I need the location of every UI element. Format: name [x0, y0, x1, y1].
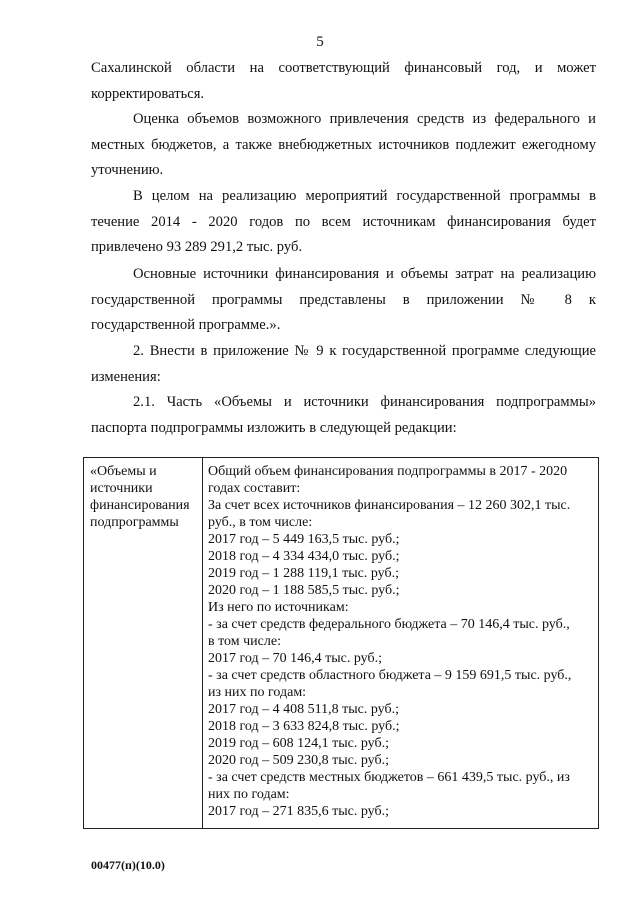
- table-right-line: Общий объем финансирования подпрограммы в 2017 - 2020: [208, 464, 568, 479]
- table-right-line: - за счет средств местных бюджетов – 661 439,5 тыс. руб., из: [208, 770, 570, 785]
- financing-table: [83, 457, 599, 829]
- table-right-line: 2018 год – 4 334 434,0 тыс. руб.;: [208, 549, 400, 564]
- page-number: 5: [316, 34, 324, 50]
- document-code: 00477(п)(10.0): [91, 858, 165, 872]
- table-right-line: годах составит:: [208, 481, 301, 496]
- table-left-line: подпрограммы: [90, 515, 179, 530]
- paragraph-total-financing: В целом на реализацию мероприятий государственной программы в течение 2014 - 2020 годов по всем источникам финансирования будет привлечено 93 289 291,2 тыс. руб.: [91, 188, 596, 255]
- table-left-line: источники: [90, 481, 153, 496]
- table-left-line: финансирования: [90, 498, 190, 513]
- table-right-cell: [208, 463, 594, 820]
- table-left-cell: [90, 463, 200, 531]
- table-right-line: них по годам:: [208, 787, 290, 802]
- table-right-line: 2018 год – 3 633 824,8 тыс. руб.;: [208, 719, 400, 734]
- table-right-line: в том числе:: [208, 634, 281, 649]
- paragraph-amendment-part: 2.1. Часть «Объемы и источники финансирования подпрограммы» паспорта подпрограммы изложить в следующей редакции:: [91, 394, 596, 436]
- paragraph-continuation: Сахалинской области на соответствующий финансовый год, и может корректироваться.: [91, 60, 596, 102]
- table-right-line: 2017 год – 4 408 511,8 тыс. руб.;: [208, 702, 399, 717]
- paragraph-amendment: 2. Внести в приложение № 9 к государственной программе следующие изменения:: [91, 343, 596, 385]
- table-right-line: 2017 год – 70 146,4 тыс. руб.;: [208, 651, 382, 666]
- table-right-line: руб., в том числе:: [208, 515, 313, 530]
- table-right-line: 2019 год – 1 288 119,1 тыс. руб.;: [208, 566, 399, 581]
- paragraph-main-sources: Основные источники финансирования и объемы затрат на реализацию государственной программы представлены в приложении № 8 к государственной программе.».: [91, 266, 596, 333]
- table-column-divider: [202, 458, 203, 828]
- paragraph-estimate: Оценка объемов возможного привлечения средств из федерального и местных бюджетов, а также внебюджетных источников подлежит ежегодному уточнению.: [91, 111, 596, 178]
- table-right-line: За счет всех источников финансирования – 12 260 302,1 тыс.: [208, 498, 571, 513]
- table-right-line: из них по годам:: [208, 685, 307, 700]
- table-right-line: 2020 год – 1 188 585,5 тыс. руб.;: [208, 583, 400, 598]
- table-right-line: 2020 год – 509 230,8 тыс. руб.;: [208, 753, 389, 768]
- table-right-line: - за счет средств федерального бюджета – 70 146,4 тыс. руб.,: [208, 617, 570, 632]
- table-right-line: 2019 год – 608 124,1 тыс. руб.;: [208, 736, 389, 751]
- table-left-line: «Объемы и: [90, 464, 157, 479]
- table-right-line: 2017 год – 271 835,6 тыс. руб.;: [208, 804, 389, 819]
- table-right-line: Из него по источникам:: [208, 600, 349, 615]
- table-right-line: - за счет средств областного бюджета – 9 159 691,5 тыс. руб.,: [208, 668, 572, 683]
- table-right-line: 2017 год – 5 449 163,5 тыс. руб.;: [208, 532, 400, 547]
